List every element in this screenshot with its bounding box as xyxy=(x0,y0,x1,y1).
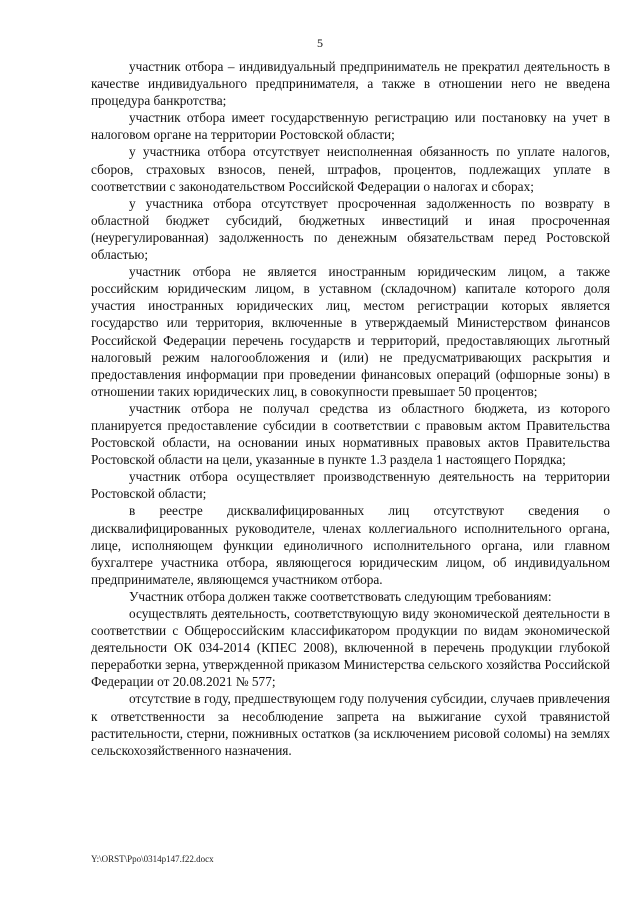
file-path-footer: Y:\ORST\Ppo\0314p147.f22.docx xyxy=(91,854,214,864)
paragraph: Участник отбора должен также соответствовать следующим требованиям: xyxy=(129,588,552,604)
paragraph: участник отбора не получал средства из областного бюджета, из которого планируется предоставление субсидии в соответствии с правовым актом Правительства Ростовской области, на основании иных нормативных правовых актов Правительства Ростовской области на цели, указанные в пункте 1.3 раздела 1 настоящего Порядка; xyxy=(91,400,610,468)
paragraph: у участника отбора отсутствует просроченная задолженность по возврату в областной бюджет субсидий, бюджетных инвестиций и иная просроченная (неурегулированная) задолженность по денежным обязательствам перед Ростовской областью; xyxy=(91,195,610,263)
paragraph: осуществлять деятельность, соответствующую виду экономической деятельности в соответствии с Общероссийским классификатором продукции по видам экономической деятельности ОК 034-2014 (КПЕС 2008), включенной в перечень продукции глубокой переработки зерна, утвержденной приказом Министерства сельского хозяйства Российской Федерации от 20.08.2021 № 577; xyxy=(91,606,610,690)
page-number: 5 xyxy=(317,36,323,50)
paragraph: у участника отбора отсутствует неисполненная обязанность по уплате налогов, сборов, страховых взносов, пеней, штрафов, процентов, подлежащих уплате в соответствии с законодательством Российской Федерации о налогах и сборах; xyxy=(91,144,610,194)
document-body xyxy=(91,58,610,759)
paragraph: участник отбора – индивидуальный предприниматель не прекратил деятельность в качестве индивидуального предпринимателя, а также в отношении него не введена процедура банкротства; xyxy=(91,59,610,109)
paragraph: участник отбора имеет государственную регистрацию или постановку на учет в налоговом органе на территории Ростовской области; xyxy=(91,110,610,143)
paragraph: отсутствие в году, предшествующем году получения субсидии, случаев привлечения к ответственности за несоблюдение запрета на выжигание сухой травянистой растительности, стерни, пожнивных остатков (за исключением рисовой соломы) на землях сельскохозяйственного назначения. xyxy=(91,691,610,758)
paragraph: в реестре дисквалифицированных лиц отсутствуют сведения о дисквалифицированных руководителе, членах коллегиального исполнительного органа, лице, исполняющем функции единоличного исполнительного органа, или главном бухгалтере участника отбора, являющегося юридическим лицом, об индивидуальном предпринимателе, являющемся участником отбора. xyxy=(91,503,610,587)
paragraph: участник отбора осуществляет производственную деятельность на территории Ростовской области; xyxy=(91,469,610,502)
paragraph: участник отбора не является иностранным юридическим лицом, а также российским юридическим лицом, в уставном (складочном) капитале которого доля участия иностранных юридических лиц, местом регистрации которых является государство или территория, включенные в утверждаемый Министерством финансов Российской Федерации перечень государств и территорий, предоставляющих льготный налоговый режим налогообложения и (или) не предусматривающих раскрытия и предоставления информации при проведении финансовых операций (офшорные зоны) в отношении таких юридических лиц, в совокупности превышает 50 процентов; xyxy=(91,264,610,399)
